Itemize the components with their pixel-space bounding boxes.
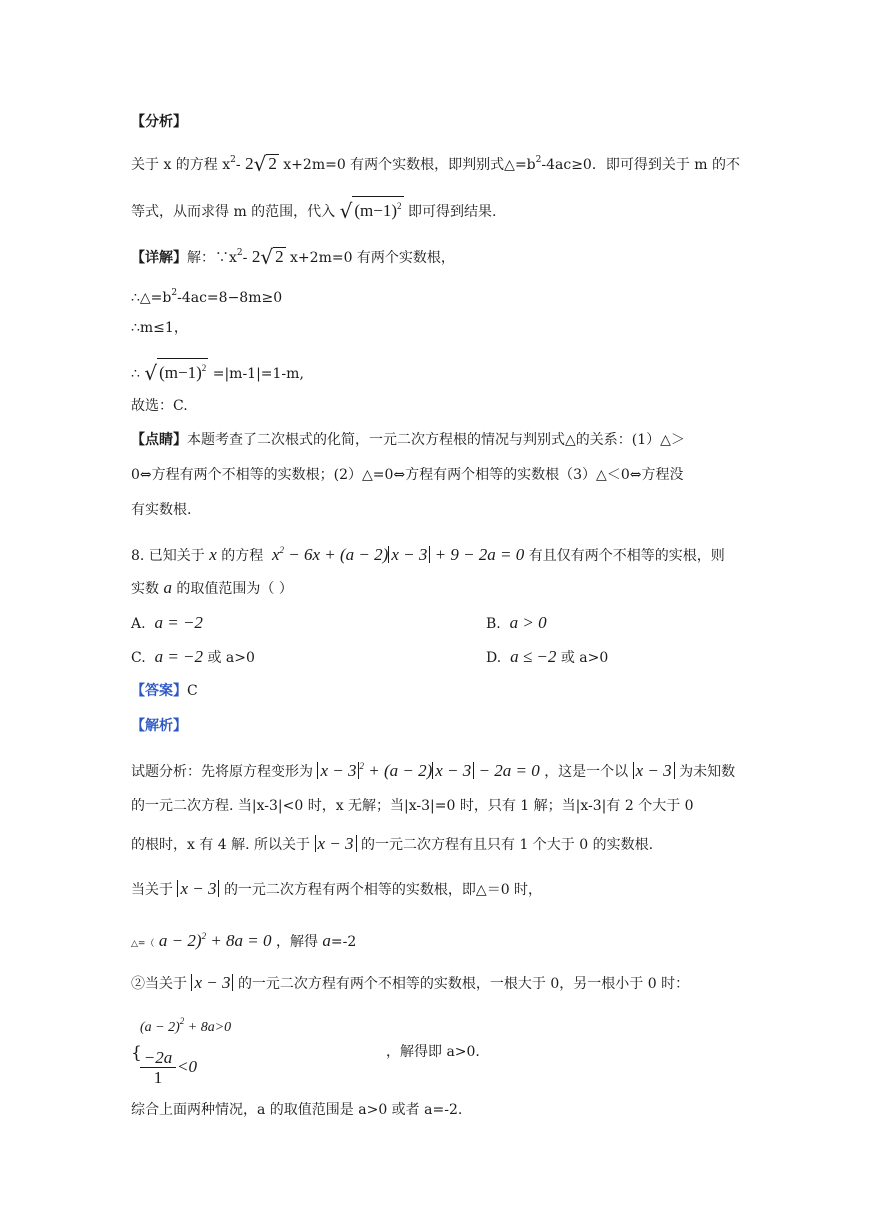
detail-line-3: ∴m≤1， [131, 320, 188, 336]
option-d[interactable]: D. a ≤ −2 或 a>0 [486, 647, 609, 666]
solution-line-4: 当关于 x − 3 的一元二次方程有两个相等的实数根，即△＝0 时， [131, 879, 543, 898]
analysis-line-1: 关于 x 的方程 $x^2-$ 2√ 2 x+2m=0 有两个实数根，即判别式$\triangle=b^2-4ac\ge 0$．即可得到关于 m 的不 [131, 152, 741, 176]
comment-heading: 【点睛】 [131, 432, 187, 448]
option-a[interactable]: A. a = −2 [131, 613, 203, 632]
answer-line [131, 681, 198, 701]
inequality-system: $(a - 2)^2 + 8a>0$ { $\frac{-2a}{1}$ <0 ，解得即 a>0. [131, 1016, 480, 1087]
answer-value: C [187, 683, 198, 699]
detail-heading: 【详解】 [131, 250, 187, 266]
detail-line-5: 故选：C. [131, 398, 188, 414]
question-line-2: 实数 a 的取值范围为（ ） [131, 578, 293, 597]
solution-heading: 【解析】 [131, 718, 187, 734]
solution-line-2: 的一元二次方程. 当|x-3|<0 时，x 无解；当|x-3|=0 时，只有 1 解；当|x-3|有 2 个大于 0 [131, 798, 694, 814]
comment-line-1: 【点睛】本题考查了二次根式的化简，一元二次方程根的情况与判别式△的关系：(1）△＞ [131, 432, 685, 448]
detail-line-4: ∴ √ $(m-1)^2 =|m-1|=1-m$, [131, 358, 304, 384]
fraction-neg-2a-over-1: $\frac{-2a}{1}$ [140, 1049, 176, 1088]
comment-line-3: 有实数根. [131, 502, 192, 518]
solution-line-5: △=（ a − 2)$^2$ + 8a = 0 ，解得 a=-2 [131, 931, 357, 950]
detail-line-2: $\therefore\triangle=b^2-4ac=8-8m\ge 0$ [131, 288, 283, 306]
analysis-heading: 【分析】 [131, 114, 187, 130]
comment-line-2: 0⇔方程有两个不相等的实数根；(2）△=0⇔方程有两个相等的实数根（3）△＜0⇔方程没 [131, 467, 684, 483]
solution-line-6: ②当关于 x − 3 的一元二次方程有两个不相等的实数根，一根大于 0，另一根小于 0 时： [131, 973, 690, 992]
sqrt-m-minus-1-squared: √ $(m-1)^2$ [340, 201, 404, 220]
two-root-two: 2√ 2 [245, 152, 277, 176]
solution-line-3: 的根时，x 有 4 解. 所以关于 x − 3 的一元二次方程有且只有 1 个大于 0 的实数根. [131, 834, 654, 853]
question-equation: $x^2 - 6x + (a - 2) x - 3 + 9 - 2a = 0$ [267, 545, 525, 564]
analysis-line-2: 等式，从而求得 m 的范围，代入 √ $(m-1)^2$ 即可得到结果. [131, 196, 496, 222]
detail-line-1: 【详解】解：$\because x^2-$ 2√ 2 x+2m=0 有两个实数根， [131, 245, 455, 269]
option-b[interactable]: B. a > 0 [486, 613, 547, 632]
question-line-1: 8. 已知关于 x 的方程 $x^2 - 6x + (a - 2) x - 3 + 9 - 2a = 0$ 有且仅有两个不相等的实根，则 [131, 545, 725, 564]
solution-line-1: 试题分析：先将原方程变形为 x − 3 $^2$ + (a − 2) x − 3 − 2a = 0 ，这是一个以 x − 3 为未知数 [131, 761, 736, 780]
solution-conclusion: 综合上面两种情况，a 的取值范围是 a>0 或者 a=-2. [131, 1102, 463, 1118]
answer-heading: 【答案】 [131, 683, 187, 699]
option-c[interactable]: C. a = −2 或 a>0 [131, 647, 255, 666]
